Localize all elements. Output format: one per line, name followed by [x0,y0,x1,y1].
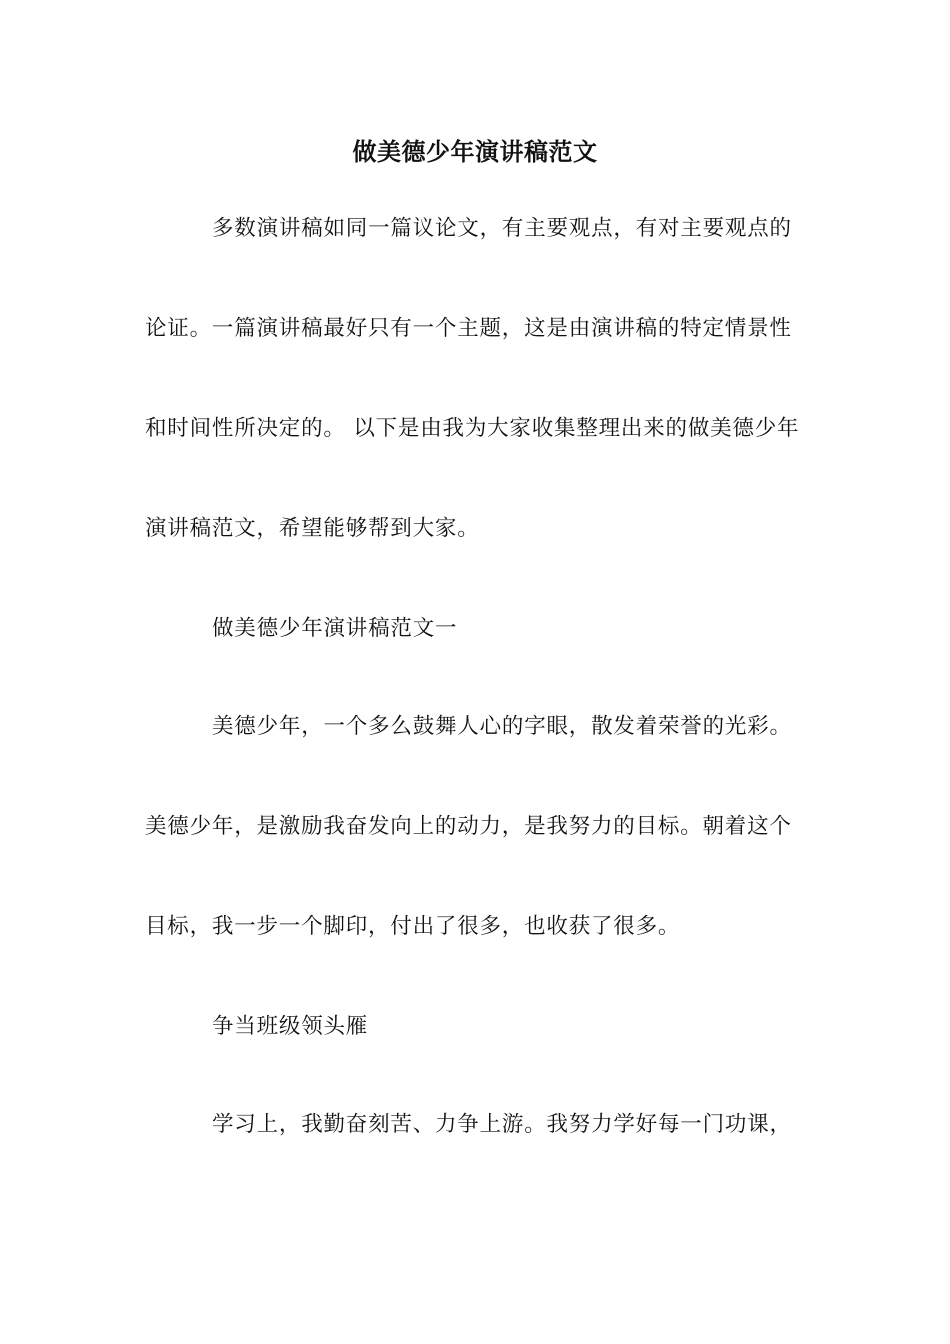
section-heading: 做美德少年演讲稿范文一 [212,616,458,641]
paragraph-line: 学习上，我勤奋刻苦、力争上游。我努力学好每一门功课， [212,1112,792,1137]
paragraph-line: 美德少年，一个多么鼓舞人心的字眼，散发着荣誉的光彩。 [212,714,792,739]
document-title: 做美德少年演讲稿范文 [352,137,598,166]
subsection-heading: 争当班级领头雁 [212,1014,369,1039]
paragraph-line: 目标，我一步一个脚印，付出了很多，也收获了很多。 [145,914,681,939]
paragraph-line: 演讲稿范文，希望能够帮到大家。 [145,516,480,541]
paragraph-line: 美德少年，是激励我奋发向上的动力，是我努力的目标。朝着这个 [145,814,792,839]
paragraph-line: 论证。一篇演讲稿最好只有一个主题，这是由演讲稿的特定情景性 [145,316,792,341]
paragraph-line: 和时间性所决定的。 以下是由我为大家收集整理出来的做美德少年 [145,416,800,441]
paragraph-line: 多数演讲稿如同一篇议论文，有主要观点，有对主要观点的 [212,216,792,241]
